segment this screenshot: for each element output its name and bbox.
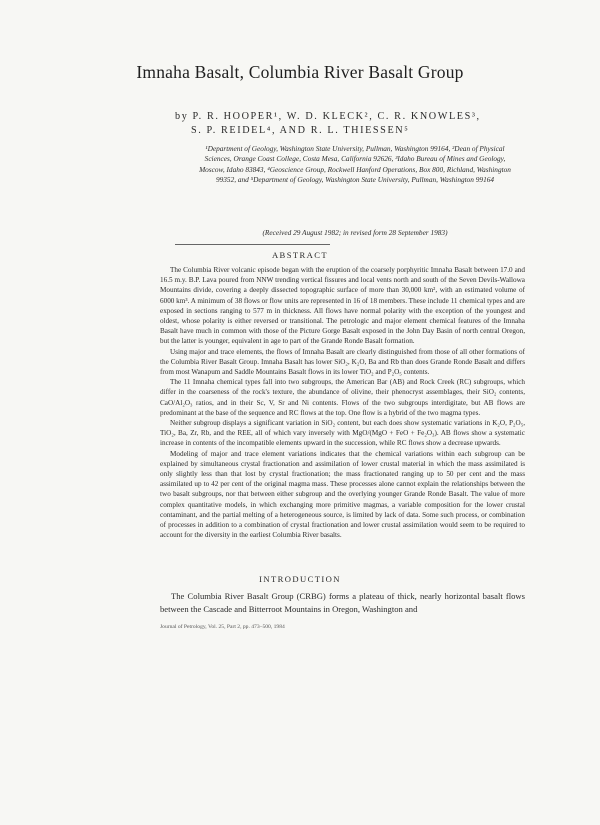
header-divider [175, 244, 330, 245]
introduction-paragraph: The Columbia River Basalt Group (CRBG) forms a plateau of thick, nearly horizontal basalt flows between the Cascade and Bitterroot Mountains in Oregon, Washington and [160, 591, 525, 614]
abstract-heading: ABSTRACT [271, 250, 329, 260]
author-line-1: by P. R. HOOPER¹, W. D. KLECK², C. R. KNOWLES³, [175, 111, 481, 122]
abstract-body [160, 265, 525, 540]
author-line-2: S. P. REIDEL⁴, AND R. L. THIESSEN⁵ [191, 125, 410, 136]
author-list [175, 110, 535, 138]
received-dates: (Received 29 August 1982; in revised form 28 September 1983) [262, 228, 448, 237]
paper-title: Imnaha Basalt, Columbia River Basalt Group [136, 62, 464, 82]
abstract-paragraph: The Columbia River volcanic episode began with the eruption of the coarsely porphyritic Imnaha Basalt between 17.0 and 16.5 m.y. B.P. Lava poured from NNW trending vertical fissures and local vents north and south of the Seven Devils-Wallowa Mountains divide, covering a deeply dissected topographic surface of more than 30,000 km², with an estimated volume of 6000 km³. A minimum of 38 flows or flow units are represented in 16 of 18 members. These include 11 chemical types and are exposed in sections ranging to 577 m in thickness. All flows have normal polarity with the exception of the youngest and oldest, whose polarity is either reversed or transitional. The petrologic and major element chemical features of the Imnaha Basalt have much in common with those of the Picture Gorge Basalt exposed in the John Day Basin of north central Oregon, but the latter is younger, equivalent in age to part of the Grande Ronde Basalt formation. [160, 266, 525, 346]
abstract-paragraph: Modeling of major and trace element variations indicates that the chemical variations within each subgroup can be explained by simultaneous crystal fractionation and assimilation of lower crustal material in which the mass assimilated is only slightly less than that lost by crystal fractionation; the mass fractionated ranging up to 50 per cent and the mass assimilated up to 42 per cent of the original magma mass. These processes alone cannot explain the relationships between the two basalt subgroups, nor that between either subgroup and the overlying younger Grande Ronde Basalt. The value of more complex quantitative models, in which exchanging more primitive magmas, a variable composition for the lower crustal contaminant, and the partial melting of a heterogeneous source, is limited by lack of data. Some such process, or combination of processes in addition to a combination of crystal fractionation and lower crustal assimilation would seem to be required to account for the diversity in the earliest Columbia River basalts. [160, 449, 525, 540]
abstract-paragraph: Using major and trace elements, the flows of Imnaha Basalt are clearly distinguished from those of all other formations of the Columbia River Basalt Group. Imnaha Basalt has lower SiO₂, K₂O, Ba and Rb than does Grande Ronde Basalt and differs from most Wanapum and Saddle Mountains Basalt flows in its lower TiO₂ and P₂O₅ contents. [160, 347, 525, 377]
affiliations: ¹Department of Geology, Washington State University, Pullman, Washington 99164, ²Dean of Physical Sciences, Orange Coast College, Costa Mesa, California 92626, ³Idaho Bureau of Mines and Geology, Moscow, Idaho 83843, ⁴Geoscience Group, Rockwell Hanford Operations, Box 800, Richland, Washington 99352, and ⁵Department of Geology, Washington State University, Pullman, Washington 99164 [199, 144, 511, 185]
introduction-body [160, 590, 525, 615]
introduction-heading: INTRODUCTION [259, 574, 341, 584]
journal-footer: Journal of Petrology, Vol. 25, Part 2, pp. 473–500, 1984 [160, 624, 285, 630]
abstract-paragraph: The 11 Imnaha chemical types fall into two subgroups, the American Bar (AB) and Rock Creek (RC) subgroups, which differ in the coarseness of the rock's texture, the abundance of olivine, their phenocryst assemblages, their SiO₂ contents, CaO/Al₂O₃ ratios, and in their Sc, V, Sr and Ni contents. Flows of the two subgroups interdigitate, but AB flows are predominant at the base of the sequence and RC flows at the top. One flow is a hybrid of the two magma types. [160, 378, 525, 417]
abstract-paragraph: Neither subgroup displays a significant variation in SiO₂ content, but each does show systematic variations in K₂O, P₂O₅, TiO₂, Ba, Zr, Rb, and the REE, all of which vary inversely with MgO/(MgO + FeO + Fe₂O₃). AB flows show a systematic increase in contents of the incompatible elements upward in the succession, while RC flows show a decrease upwards. [160, 419, 525, 448]
